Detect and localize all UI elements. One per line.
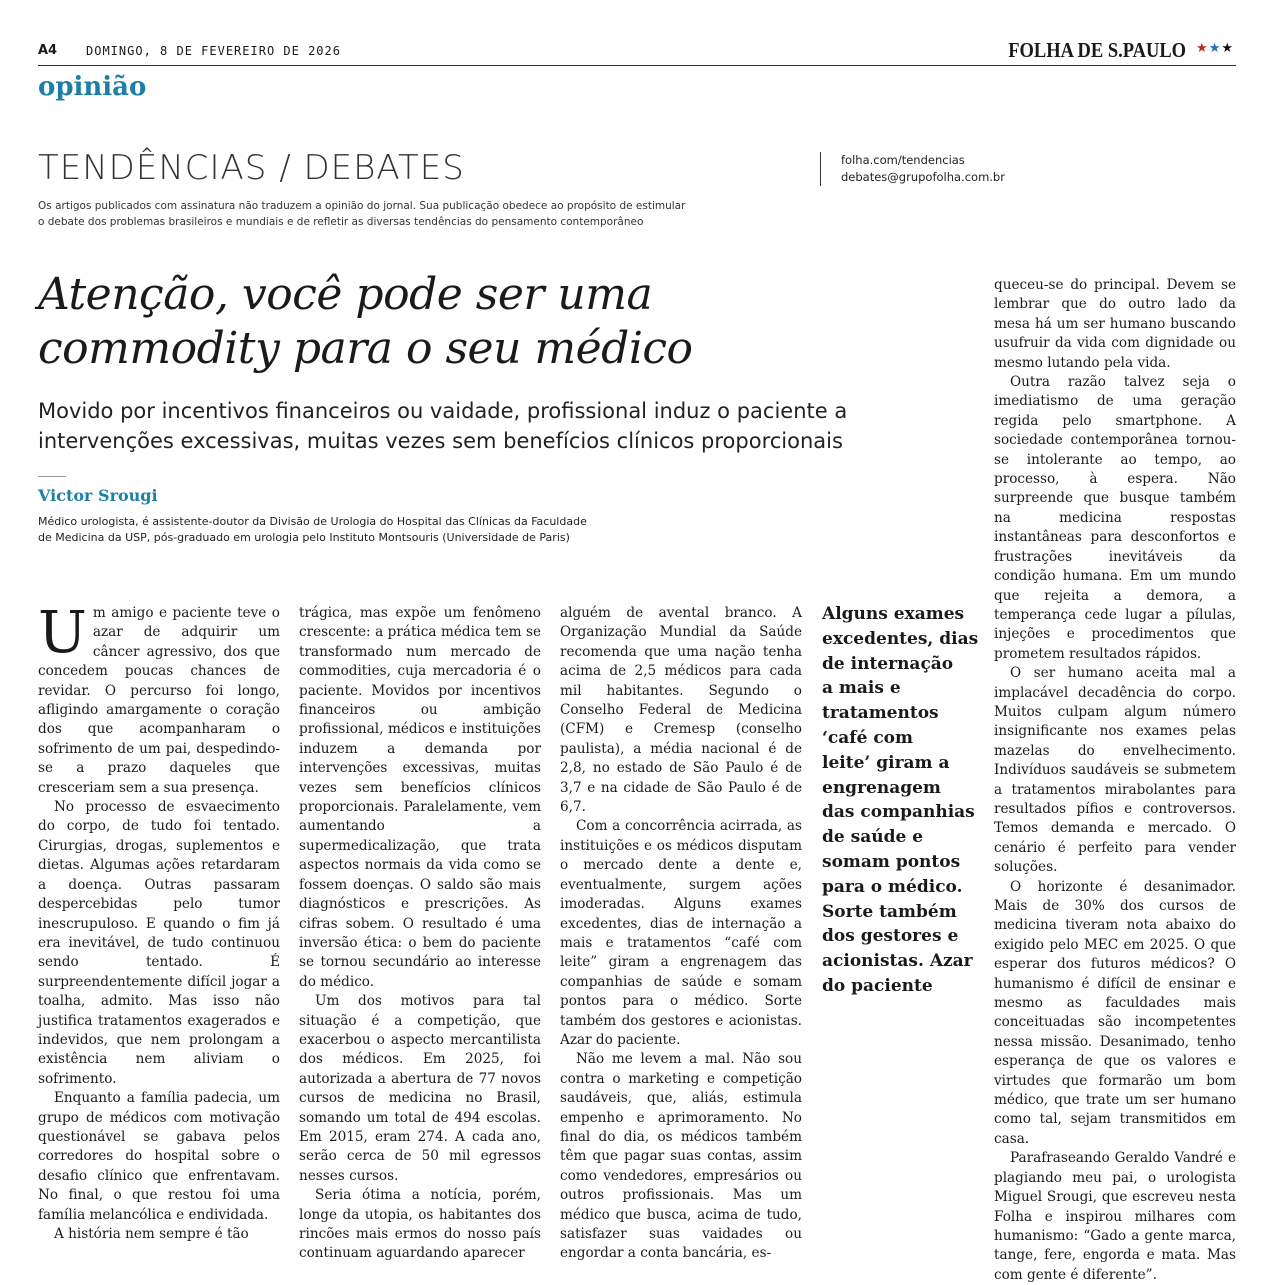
pull-quote-line: a mais e bbox=[822, 678, 901, 699]
star-icon: ★ bbox=[1221, 41, 1234, 56]
pull-quote-line: ‘café com bbox=[822, 727, 914, 748]
article-column-4 bbox=[994, 276, 1236, 1285]
pull-quote-line: somam pontos bbox=[822, 851, 961, 872]
paragraph: Não me levem a mal. Não sou contra o marketing e competição saudáveis, que, aliás, estimula empenho e aprimoramento. No final do dia, os médicos também têm que pagar suas contas, assim como vendedores, empresários ou outros profissionais. Mas um médico que busca, acima de tudo, satisfazer suas vaidades ou engordar a conta bancária, es- bbox=[560, 1051, 802, 1262]
page-number: A4 bbox=[38, 43, 58, 58]
divider bbox=[38, 476, 66, 477]
star-icon: ★ bbox=[1196, 41, 1209, 56]
pull-quote-line: de internação bbox=[822, 653, 954, 674]
column-title: TENDÊNCIAS / DEBATES bbox=[38, 148, 465, 188]
paragraph: Um amigo e paciente teve o azar de adquirir um câncer agressivo, dos que concedem poucas chances de revidar. O percurso foi longo, afligindo amargamente o coração dos que acompanharam o sofrimento de um pai, despedindo-se a prazo daqueles que cresceriam sem a sua presença. bbox=[38, 598, 280, 796]
pull-quote-line: para o médico. bbox=[822, 876, 963, 897]
drop-cap: U bbox=[38, 598, 87, 666]
paragraph: queceu-se do principal. Devem se lembrar que do outro lado da mesa há um ser humano buscando usufruir da vida com dignidade ou mesmo lutando pela vida. bbox=[994, 277, 1236, 371]
headline-line: Atenção, você pode ser uma bbox=[38, 269, 653, 320]
paragraph: Parafraseando Geraldo Vandré e plagiando meu pai, o urologista Miguel Srougi, que escreveu nesta Folha e inspirou milhares com humanismo: “Gado a gente marca, tange, fere, engorda e mata. Mas com gente é diferente”. bbox=[994, 1150, 1236, 1283]
paragraph: Enquanto a família padecia, um grupo de médicos com motivação questionável se gabava pelos corredores do hospital sobre o desafio clínico que enfrentavam. No final, o que restou foi uma família melancólica e endividada. bbox=[38, 1090, 280, 1223]
article-headline bbox=[38, 268, 693, 376]
pull-quote-line: de saúde e bbox=[822, 827, 924, 848]
paragraph: trágica, mas expõe um fenômeno crescente: a prática médica tem se transformado num mercado de commodities, cuja mercadoria é o paciente. Movidos por incentivos financeiros ou ambição profissional, médicos e instituições induzem a demanda por intervenções excessivas, muitas vezes sem benefícios clínicos proporcionais. Paralelamente, vem aumentando a supermedicalização, que trata aspectos normais da vida como se fossem doenças. O saldo são mais diagnósticos e prescrições. As cifras sobem. O resultado é uma inversão ética: o bem do paciente se tornou secundário ao interesse do médico. bbox=[299, 605, 541, 990]
pull-quote-line: Sorte também bbox=[822, 901, 957, 922]
article-column-2 bbox=[299, 604, 541, 1264]
pull-quote-line: Alguns exames bbox=[822, 604, 965, 624]
article-subhead bbox=[38, 396, 847, 456]
article-column-3 bbox=[560, 604, 802, 1264]
paragraph: No processo de esvaecimento do corpo, de tudo foi tentado. Cirurgias, drogas, suplementos e dietas. Algumas ações retardaram a doença. Outras passaram despercebidas pelo tumor inescrupuloso. E quando o fim já era inevitável, de tudo continuou sendo tentado. É surpreendentemente difícil jogar a toalha, admito. Mas isso não justifica tratamentos exagerados e indevidos, que nem prolongam a existência nem aliviam o sofrimento. bbox=[38, 799, 280, 1087]
link-email[interactable]: debates@grupofolha.com.br bbox=[841, 170, 1005, 184]
link-tendencias[interactable]: folha.com/tendencias bbox=[841, 153, 965, 167]
bio-line: Médico urologista, é assistente-doutor da Divisão de Urologia do Hospital das Clínicas da Faculdade bbox=[38, 515, 587, 528]
masthead-stars bbox=[1196, 41, 1234, 56]
paragraph: Seria ótima a notícia, porém, longe da utopia, os habitantes dos rincões mais ermos do nosso país continuam aguardando aparecer bbox=[299, 1187, 541, 1262]
bio-line: de Medicina da USP, pós-graduado em urologia pelo Instituto Montsouris (Universidade de Paris) bbox=[38, 531, 570, 544]
subhead-line: intervenções excessivas, muitas vezes sem benefícios clínicos proporcionais bbox=[38, 429, 843, 453]
pull-quote-line: dos gestores e bbox=[822, 926, 959, 947]
author-name: Victor Srougi bbox=[38, 486, 158, 505]
paragraph: Com a concorrência acirrada, as instituições e os médicos disputam o mercado dente a dente e, eventualmente, surgem ações imoderadas. Alguns exames excedentes, dias de internação a mais e tratamentos “café com leite” giram a engrenagem das companhias de saúde e somam pontos para o médico. Sorte também dos gestores e acionistas. Azar do paciente. bbox=[560, 818, 802, 1048]
author-bio bbox=[38, 514, 587, 546]
pull-quote-line: excedentes, dias bbox=[822, 628, 979, 649]
pull-quote bbox=[822, 602, 979, 999]
paragraph: alguém de avental branco. A Organização Mundial da Saúde recomenda que uma nação tenha acima de 2,5 médicos para cada mil habitantes. Segundo o Conselho Federal de Medicina (CFM) e Cremesp (conselho paulista), a média nacional é de 2,8, no estado de São Paulo é de 3,7 e na cidade de São Paulo é de 6,7. bbox=[560, 605, 802, 816]
pull-quote-line: das companhias bbox=[822, 802, 975, 823]
column-disclaimer bbox=[38, 198, 718, 230]
paragraph: Outra razão talvez seja o imediatismo de uma geração regida pelo smartphone. A sociedade contemporânea tornou-se intolerante ao tempo, ao processo, à espera. Não surpreende que busque também na medicina respostas instantâneas para desconfortos e frustrações inevitáveis da condição humana. Em um mundo que rejeita a demora, a temperança cede lugar a pílulas, injeções e procedimentos que prometem resultados rápidos. bbox=[994, 374, 1236, 662]
masthead-logo: FOLHA DE S.PAULO bbox=[1008, 38, 1186, 62]
star-icon: ★ bbox=[1208, 41, 1222, 56]
paragraph: Um dos motivos para tal situação é a competição, que exacerbou o aspecto mercantilista dos médicos. Em 2025, foi autorizada a abertura de 77 novos cursos de medicina no Brasil, somando um total de 494 escolas. Em 2015, eram 274. A cada ano, serão cerca de 50 mil egressos nesses cursos. bbox=[299, 993, 541, 1184]
pull-quote-line: leite’ giram a bbox=[822, 752, 950, 773]
contact-links bbox=[820, 152, 1005, 186]
section-title: opinião bbox=[38, 72, 147, 102]
disclaimer-line: Os artigos publicados com assinatura não traduzem a opinião do jornal. Sua publicação obedece ao propósito de estimular bbox=[38, 200, 686, 212]
article-column-1 bbox=[38, 598, 280, 1244]
headline-line: commodity para o seu médico bbox=[38, 323, 693, 374]
paragraph: O horizonte é desanimador. Mais de 30% dos cursos de medicina tiveram nota abaixo do exigido pelo MEC em 2025. O que esperar dos futuros médicos? O humanismo é difícil de ensinar e mesmo as faculdades mais conceituadas são incompetentes nessa missão. Desanimado, tenho esperança de que os valores e virtudes que formarão um bom médico, que trate um ser humano como tal, sejam transmitidos em casa. bbox=[994, 878, 1236, 1147]
paragraph: A história nem sempre é tão bbox=[54, 1226, 249, 1242]
pull-quote-line: engrenagem bbox=[822, 777, 941, 798]
disclaimer-line: o debate dos problemas brasileiros e mundiais e de refletir as diversas tendências do pensamento contemporâneo bbox=[38, 216, 644, 228]
paragraph: O ser humano aceita mal a implacável decadência do corpo. Muitos culpam algum número insignificante nos exames pelas mazelas do envelhecimento. Indivíduos saudáveis se submetem a tratamentos mirabolantes para resultados pífios e controversos. Temos demanda e mercado. O cenário é perfeito para vender soluções. bbox=[994, 665, 1236, 876]
dateline: DOMINGO, 8 DE FEVEREIRO DE 2026 bbox=[86, 44, 341, 58]
pull-quote-line: acionistas. Azar bbox=[822, 951, 973, 972]
subhead-line: Movido por incentivos financeiros ou vaidade, profissional induz o paciente a bbox=[38, 399, 848, 423]
pull-quote-line: do paciente bbox=[822, 975, 933, 996]
pull-quote-line: tratamentos bbox=[822, 703, 939, 724]
page-header bbox=[38, 40, 1236, 66]
